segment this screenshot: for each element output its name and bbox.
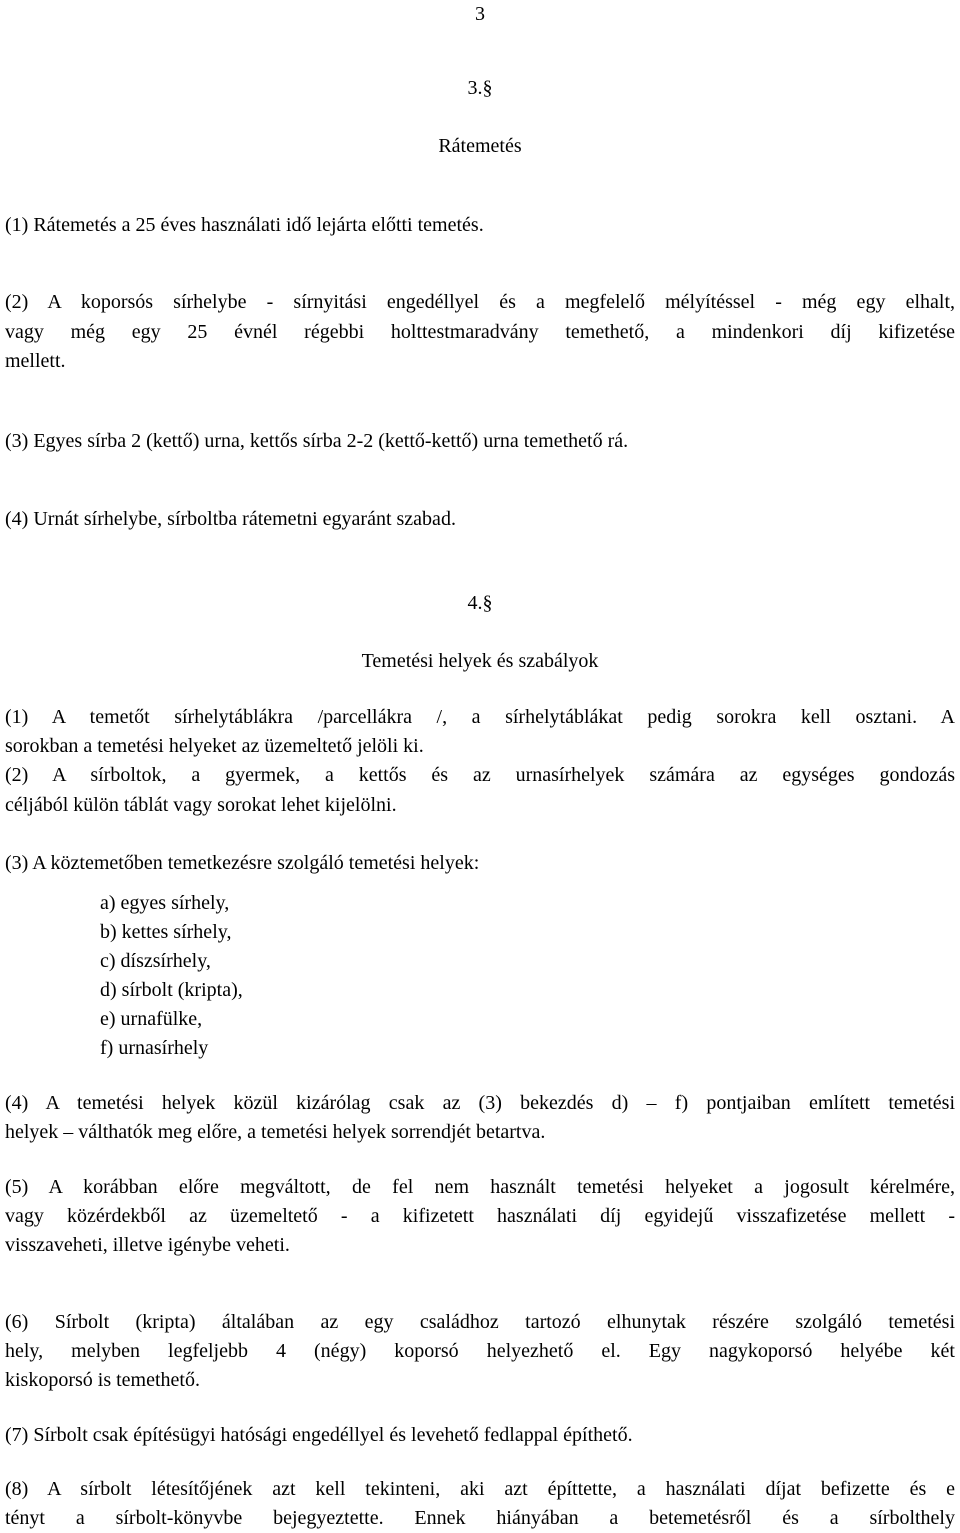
list-item: f) urnasírhely [100, 1037, 209, 1059]
section-4-paragraph-1-line-2: sorokban a temetési helyeket az üzemeltető jelöli ki. [5, 735, 424, 757]
list-item: a) egyes sírhely, [100, 892, 230, 914]
section-3-number: 3.§ [467, 77, 493, 99]
section-4-paragraph-4-line-1: (4) A temetési helyek közül kizárólag csak az (3) bekezdés d) – f) pontjaiban említett temetési [5, 1092, 955, 1114]
section-3-paragraph-3: (3) Egyes sírba 2 (kettő) urna, kettős sírba 2-2 (kettő-kettő) urna temethető rá. [5, 430, 629, 452]
section-4-paragraph-6-line-3: kiskoporsó is temethető. [5, 1369, 200, 1391]
section-4-paragraph-5-line-1: (5) A korábban előre megváltott, de fel nem használt temetési helyeket a jogosult kérelmére, [5, 1176, 955, 1198]
section-4-paragraph-2-line-1: (2) A sírboltok, a gyermek, a kettős és az urnasírhelyek számára az egységes gondozás [5, 764, 955, 786]
section-4-paragraph-3: (3) A köztemetőben temetkezésre szolgáló temetési helyek: [5, 852, 480, 874]
section-4-paragraph-1-line-1: (1) A temetőt sírhelytáblákra /parcellákra /, a sírhelytáblákat pedig sorokra kell osztani. A [5, 706, 955, 728]
section-4-paragraph-4-line-2: helyek – válthatók meg előre, a temetési helyek sorrendjét betartva. [5, 1121, 546, 1143]
section-4-paragraph-7: (7) Sírbolt csak építésügyi hatósági engedéllyel és levehető fedlappal építhető. [5, 1424, 633, 1446]
list-item: b) kettes sírhely, [100, 921, 232, 943]
section-4-paragraph-5-line-3: visszaveheti, illetve igénybe veheti. [5, 1234, 290, 1256]
list-item: d) sírbolt (kripta), [100, 979, 243, 1001]
section-3-paragraph-1: (1) Rátemetés a 25 éves használati idő lejárta előtti temetés. [5, 214, 484, 236]
section-3-paragraph-2-line-2: vagy még egy 25 évnél régebbi holttestmaradvány temethető, a mindenkori díj kifizetése [5, 321, 955, 343]
section-4-paragraph-6-line-1: (6) Sírbolt (kripta) általában az egy családhoz tartozó elhunytak részére szolgáló temetési [5, 1311, 955, 1333]
section-4-title: Temetési helyek és szabályok [361, 650, 599, 672]
section-3-paragraph-2-line-1: (2) A koporsós sírhelybe - sírnyitási engedéllyel és a megfelelő mélyítéssel - még egy elhalt, [5, 291, 955, 313]
section-4-paragraph-8-line-2: tényt a sírbolt-könyvbe bejegyeztette. Ennek hiányában a betemetésről és a sírbolthely [5, 1507, 955, 1529]
list-item: c) díszsírhely, [100, 950, 211, 972]
section-4-paragraph-6-line-2: hely, melyben legfeljebb 4 (négy) koporsó helyezhető el. Egy nagykoporsó helyébe két [5, 1340, 955, 1362]
section-3-paragraph-4: (4) Urnát sírhelybe, sírboltba rátemetni egyaránt szabad. [5, 508, 456, 530]
section-3-title: Rátemetés [438, 135, 522, 157]
section-3-paragraph-2-line-3: mellett. [5, 350, 66, 372]
list-item: e) urnafülke, [100, 1008, 203, 1030]
section-4-paragraph-2-line-2: céljából külön táblát vagy sorokat lehet kijelölni. [5, 794, 397, 816]
section-4-paragraph-8-line-1: (8) A sírbolt létesítőjének azt kell tekinteni, aki azt építtette, a használati díjat befizette és e [5, 1478, 955, 1500]
section-4-number: 4.§ [467, 592, 493, 614]
page-number: 3 [475, 3, 485, 25]
section-4-paragraph-5-line-2: vagy közérdekből az üzemeltető - a kifizetett használati díj egyidejű visszafizetése mellett - [5, 1205, 955, 1227]
